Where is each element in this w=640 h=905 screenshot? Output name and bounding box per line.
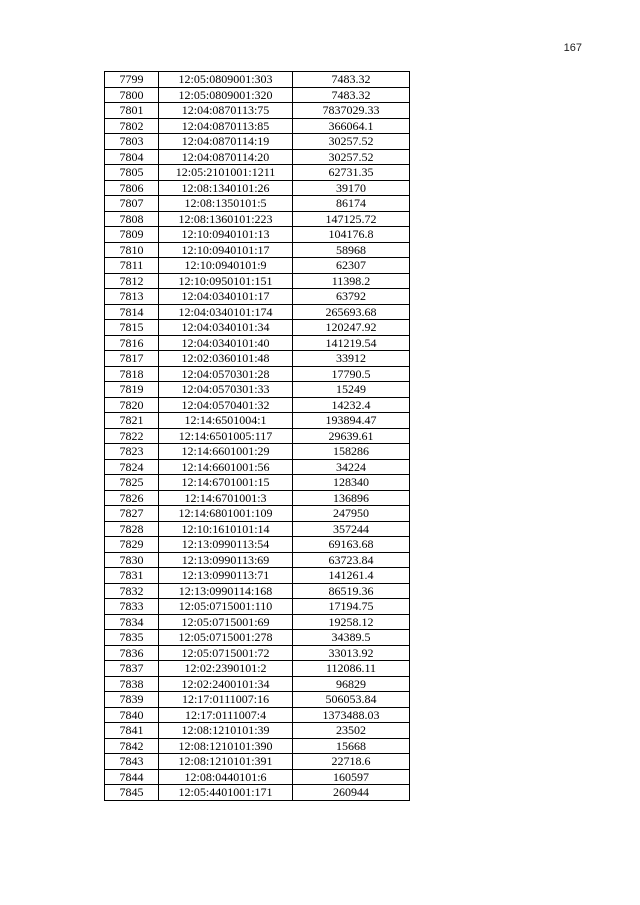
value-cell: 104176.8 bbox=[293, 227, 410, 243]
table-row bbox=[105, 785, 410, 801]
value-cell: 58968 bbox=[293, 242, 410, 258]
value-cell: 158286 bbox=[293, 444, 410, 460]
row-number-cell: 7816 bbox=[105, 335, 159, 351]
value-cell: 147125.72 bbox=[293, 211, 410, 227]
row-number-cell: 7829 bbox=[105, 537, 159, 553]
row-number-cell: 7818 bbox=[105, 366, 159, 382]
table-row bbox=[105, 661, 410, 677]
value-cell: 69163.68 bbox=[293, 537, 410, 553]
value-cell: 265693.68 bbox=[293, 304, 410, 320]
table-row bbox=[105, 645, 410, 661]
page-number: 167 bbox=[563, 42, 582, 54]
cadastral-number-cell: 12:05:2101001:1211 bbox=[159, 165, 293, 181]
value-cell: 141261.4 bbox=[293, 568, 410, 584]
row-number-cell: 7806 bbox=[105, 180, 159, 196]
table-row bbox=[105, 723, 410, 739]
cadastral-number-cell: 12:08:1340101:26 bbox=[159, 180, 293, 196]
cadastral-number-cell: 12:17:0111007:4 bbox=[159, 707, 293, 723]
table-row bbox=[105, 444, 410, 460]
value-cell: 193894.47 bbox=[293, 413, 410, 429]
table-row bbox=[105, 397, 410, 413]
cadastral-number-cell: 12:10:0940101:13 bbox=[159, 227, 293, 243]
row-number-cell: 7799 bbox=[105, 72, 159, 88]
table-row bbox=[105, 428, 410, 444]
table-row bbox=[105, 738, 410, 754]
cadastral-number-cell: 12:04:0340101:174 bbox=[159, 304, 293, 320]
table-row bbox=[105, 754, 410, 770]
row-number-cell: 7812 bbox=[105, 273, 159, 289]
cadastral-number-cell: 12:05:0715001:72 bbox=[159, 645, 293, 661]
table-row bbox=[105, 630, 410, 646]
cadastral-number-cell: 12:04:0340101:34 bbox=[159, 320, 293, 336]
table-row bbox=[105, 382, 410, 398]
table-row bbox=[105, 87, 410, 103]
value-cell: 7837029.33 bbox=[293, 103, 410, 119]
row-number-cell: 7843 bbox=[105, 754, 159, 770]
row-number-cell: 7827 bbox=[105, 506, 159, 522]
table-row bbox=[105, 242, 410, 258]
value-cell: 112086.11 bbox=[293, 661, 410, 677]
value-cell: 160597 bbox=[293, 769, 410, 785]
value-cell: 11398.2 bbox=[293, 273, 410, 289]
table-row bbox=[105, 227, 410, 243]
cadastral-number-cell: 12:04:0870113:85 bbox=[159, 118, 293, 134]
cadastral-number-cell: 12:02:0360101:48 bbox=[159, 351, 293, 367]
cadastral-number-cell: 12:04:0570301:33 bbox=[159, 382, 293, 398]
table-row bbox=[105, 165, 410, 181]
cadastral-number-cell: 12:13:0990113:54 bbox=[159, 537, 293, 553]
cadastral-number-cell: 12:14:6501004:1 bbox=[159, 413, 293, 429]
cadastral-number-cell: 12:14:6501005:117 bbox=[159, 428, 293, 444]
row-number-cell: 7803 bbox=[105, 134, 159, 150]
value-cell: 63792 bbox=[293, 289, 410, 305]
row-number-cell: 7820 bbox=[105, 397, 159, 413]
row-number-cell: 7826 bbox=[105, 490, 159, 506]
table-row bbox=[105, 692, 410, 708]
cadastral-number-cell: 12:08:1210101:391 bbox=[159, 754, 293, 770]
table-row bbox=[105, 304, 410, 320]
table-row bbox=[105, 103, 410, 119]
value-cell: 19258.12 bbox=[293, 614, 410, 630]
cadastral-number-cell: 12:05:0809001:320 bbox=[159, 87, 293, 103]
row-number-cell: 7825 bbox=[105, 475, 159, 491]
table-row bbox=[105, 676, 410, 692]
row-number-cell: 7811 bbox=[105, 258, 159, 274]
row-number-cell: 7841 bbox=[105, 723, 159, 739]
cadastral-number-cell: 12:10:0940101:17 bbox=[159, 242, 293, 258]
value-cell: 34224 bbox=[293, 459, 410, 475]
row-number-cell: 7845 bbox=[105, 785, 159, 801]
row-number-cell: 7833 bbox=[105, 599, 159, 615]
table-row bbox=[105, 583, 410, 599]
value-cell: 23502 bbox=[293, 723, 410, 739]
cadastral-number-cell: 12:08:1350101:5 bbox=[159, 196, 293, 212]
row-number-cell: 7842 bbox=[105, 738, 159, 754]
table-body bbox=[105, 72, 410, 801]
cadastral-number-cell: 12:14:6601001:29 bbox=[159, 444, 293, 460]
value-cell: 30257.52 bbox=[293, 149, 410, 165]
row-number-cell: 7832 bbox=[105, 583, 159, 599]
value-cell: 34389.5 bbox=[293, 630, 410, 646]
table-row bbox=[105, 149, 410, 165]
value-cell: 506053.84 bbox=[293, 692, 410, 708]
value-cell: 366064.1 bbox=[293, 118, 410, 134]
table-row bbox=[105, 707, 410, 723]
value-cell: 15668 bbox=[293, 738, 410, 754]
row-number-cell: 7836 bbox=[105, 645, 159, 661]
value-cell: 33013.92 bbox=[293, 645, 410, 661]
value-cell: 86174 bbox=[293, 196, 410, 212]
table-row bbox=[105, 273, 410, 289]
cadastral-number-cell: 12:05:0715001:69 bbox=[159, 614, 293, 630]
cadastral-number-cell: 12:13:0990113:69 bbox=[159, 552, 293, 568]
value-cell: 7483.32 bbox=[293, 72, 410, 88]
cadastral-number-cell: 12:14:6601001:56 bbox=[159, 459, 293, 475]
cadastral-number-cell: 12:04:0570401:32 bbox=[159, 397, 293, 413]
row-number-cell: 7823 bbox=[105, 444, 159, 460]
value-cell: 357244 bbox=[293, 521, 410, 537]
value-cell: 14232.4 bbox=[293, 397, 410, 413]
table-row bbox=[105, 475, 410, 491]
cadastral-number-cell: 12:05:0715001:278 bbox=[159, 630, 293, 646]
value-cell: 30257.52 bbox=[293, 134, 410, 150]
table-row bbox=[105, 506, 410, 522]
table-row bbox=[105, 289, 410, 305]
value-cell: 17790.5 bbox=[293, 366, 410, 382]
value-cell: 120247.92 bbox=[293, 320, 410, 336]
cadastral-number-cell: 12:05:4401001:171 bbox=[159, 785, 293, 801]
row-number-cell: 7800 bbox=[105, 87, 159, 103]
row-number-cell: 7824 bbox=[105, 459, 159, 475]
row-number-cell: 7840 bbox=[105, 707, 159, 723]
row-number-cell: 7805 bbox=[105, 165, 159, 181]
value-cell: 7483.32 bbox=[293, 87, 410, 103]
table-row bbox=[105, 72, 410, 88]
value-cell: 86519.36 bbox=[293, 583, 410, 599]
table-row bbox=[105, 211, 410, 227]
value-cell: 33912 bbox=[293, 351, 410, 367]
row-number-cell: 7835 bbox=[105, 630, 159, 646]
cadastral-number-cell: 12:04:0340101:40 bbox=[159, 335, 293, 351]
row-number-cell: 7802 bbox=[105, 118, 159, 134]
table-row bbox=[105, 552, 410, 568]
row-number-cell: 7809 bbox=[105, 227, 159, 243]
table-row bbox=[105, 351, 410, 367]
cadastral-number-cell: 12:02:2400101:34 bbox=[159, 676, 293, 692]
cadastral-number-cell: 12:04:0870113:75 bbox=[159, 103, 293, 119]
row-number-cell: 7815 bbox=[105, 320, 159, 336]
value-cell: 247950 bbox=[293, 506, 410, 522]
table-row bbox=[105, 614, 410, 630]
cadastral-number-cell: 12:17:0111007:16 bbox=[159, 692, 293, 708]
row-number-cell: 7830 bbox=[105, 552, 159, 568]
cadastral-value-table bbox=[104, 71, 410, 801]
table-row bbox=[105, 118, 410, 134]
cadastral-number-cell: 12:05:0715001:110 bbox=[159, 599, 293, 615]
cadastral-number-cell: 12:02:2390101:2 bbox=[159, 661, 293, 677]
table-row bbox=[105, 134, 410, 150]
value-cell: 29639.61 bbox=[293, 428, 410, 444]
table-row bbox=[105, 521, 410, 537]
row-number-cell: 7828 bbox=[105, 521, 159, 537]
cadastral-number-cell: 12:04:0340101:17 bbox=[159, 289, 293, 305]
row-number-cell: 7839 bbox=[105, 692, 159, 708]
row-number-cell: 7807 bbox=[105, 196, 159, 212]
cadastral-number-cell: 12:14:6701001:3 bbox=[159, 490, 293, 506]
value-cell: 136896 bbox=[293, 490, 410, 506]
row-number-cell: 7813 bbox=[105, 289, 159, 305]
cadastral-number-cell: 12:08:0440101:6 bbox=[159, 769, 293, 785]
row-number-cell: 7804 bbox=[105, 149, 159, 165]
value-cell: 15249 bbox=[293, 382, 410, 398]
value-cell: 128340 bbox=[293, 475, 410, 491]
value-cell: 63723.84 bbox=[293, 552, 410, 568]
cadastral-number-cell: 12:08:1210101:39 bbox=[159, 723, 293, 739]
cadastral-number-cell: 12:13:0990113:71 bbox=[159, 568, 293, 584]
row-number-cell: 7810 bbox=[105, 242, 159, 258]
row-number-cell: 7834 bbox=[105, 614, 159, 630]
cadastral-number-cell: 12:04:0870114:20 bbox=[159, 149, 293, 165]
row-number-cell: 7831 bbox=[105, 568, 159, 584]
table-row bbox=[105, 769, 410, 785]
table-row bbox=[105, 320, 410, 336]
value-cell: 62307 bbox=[293, 258, 410, 274]
row-number-cell: 7822 bbox=[105, 428, 159, 444]
cadastral-number-cell: 12:08:1360101:223 bbox=[159, 211, 293, 227]
table-row bbox=[105, 568, 410, 584]
row-number-cell: 7808 bbox=[105, 211, 159, 227]
table-row bbox=[105, 459, 410, 475]
table-row bbox=[105, 537, 410, 553]
value-cell: 62731.35 bbox=[293, 165, 410, 181]
table-row bbox=[105, 599, 410, 615]
table-row bbox=[105, 180, 410, 196]
table-row bbox=[105, 366, 410, 382]
cadastral-number-cell: 12:05:0809001:303 bbox=[159, 72, 293, 88]
table-row bbox=[105, 196, 410, 212]
value-cell: 260944 bbox=[293, 785, 410, 801]
table-row bbox=[105, 490, 410, 506]
cadastral-number-cell: 12:04:0570301:28 bbox=[159, 366, 293, 382]
row-number-cell: 7817 bbox=[105, 351, 159, 367]
row-number-cell: 7801 bbox=[105, 103, 159, 119]
cadastral-number-cell: 12:14:6701001:15 bbox=[159, 475, 293, 491]
value-cell: 96829 bbox=[293, 676, 410, 692]
value-cell: 141219.54 bbox=[293, 335, 410, 351]
table-row bbox=[105, 335, 410, 351]
table-row bbox=[105, 258, 410, 274]
cadastral-number-cell: 12:08:1210101:390 bbox=[159, 738, 293, 754]
value-cell: 22718.6 bbox=[293, 754, 410, 770]
value-cell: 1373488.03 bbox=[293, 707, 410, 723]
table-row bbox=[105, 413, 410, 429]
row-number-cell: 7837 bbox=[105, 661, 159, 677]
cadastral-number-cell: 12:10:0950101:151 bbox=[159, 273, 293, 289]
row-number-cell: 7814 bbox=[105, 304, 159, 320]
cadastral-number-cell: 12:14:6801001:109 bbox=[159, 506, 293, 522]
cadastral-number-cell: 12:04:0870114:19 bbox=[159, 134, 293, 150]
value-cell: 39170 bbox=[293, 180, 410, 196]
row-number-cell: 7838 bbox=[105, 676, 159, 692]
cadastral-number-cell: 12:13:0990114:168 bbox=[159, 583, 293, 599]
cadastral-number-cell: 12:10:1610101:14 bbox=[159, 521, 293, 537]
value-cell: 17194.75 bbox=[293, 599, 410, 615]
row-number-cell: 7844 bbox=[105, 769, 159, 785]
row-number-cell: 7821 bbox=[105, 413, 159, 429]
cadastral-number-cell: 12:10:0940101:9 bbox=[159, 258, 293, 274]
row-number-cell: 7819 bbox=[105, 382, 159, 398]
